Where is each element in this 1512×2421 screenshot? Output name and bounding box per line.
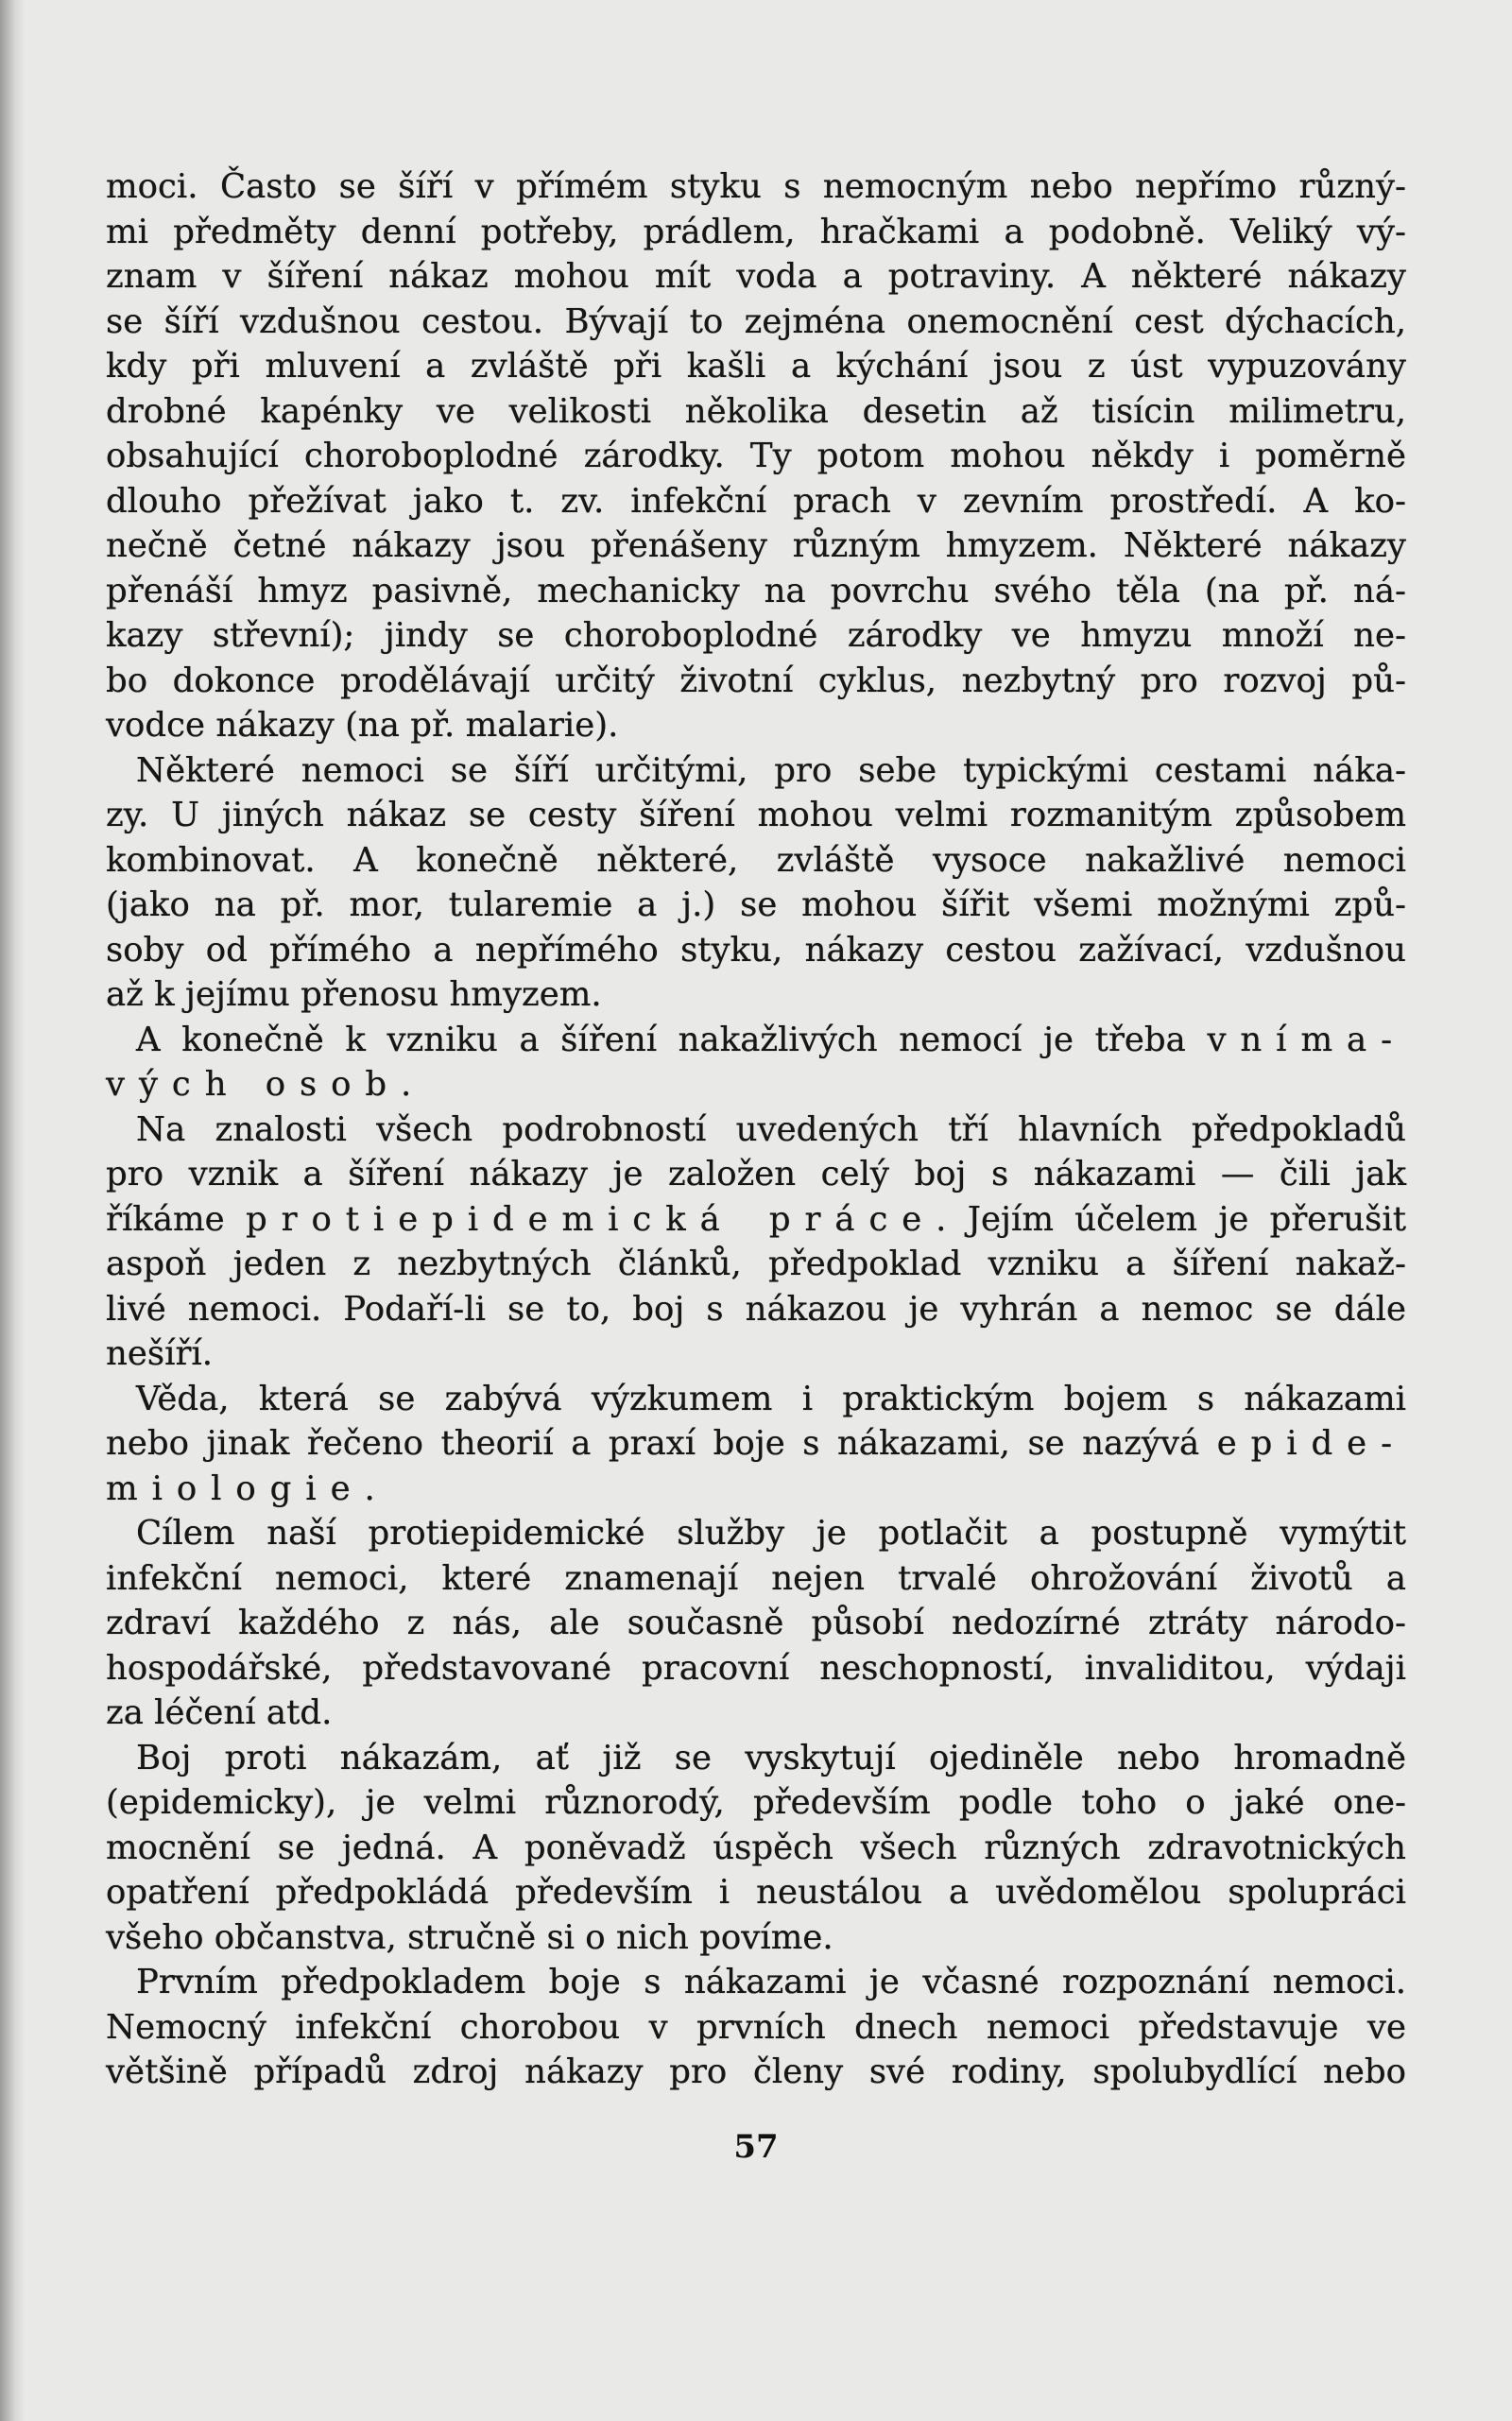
text-span: hospodářské, představované pracovní neschopností, invaliditou, výdaji — [106, 1648, 1406, 1688]
text-span: (jako na př. mor, tularemie a j.) se mohou šířit všemi možnými způ- — [106, 885, 1406, 924]
text-line — [106, 1152, 1406, 1197]
text-line — [106, 1826, 1406, 1871]
text-line — [106, 1511, 1406, 1556]
text-span: přenáší hmyz pasivně, mechanicky na povrchu svého těla (na př. ná- — [106, 571, 1406, 610]
text-span: bo dokonce prodělávají určitý životní cyklus, nezbytný pro rozvoj pů- — [106, 661, 1406, 700]
text-span: až k jejímu přenosu hmyzem. — [106, 975, 602, 1014]
text-line — [106, 972, 1406, 1018]
text-line — [106, 344, 1406, 389]
text-line — [106, 928, 1406, 973]
text-span: A konečně k vzniku a šíření nakažlivých nemocí je třeba — [136, 1020, 1208, 1059]
text-line — [106, 793, 1406, 838]
text-span: moci. Často se šíří v přímém styku s nemocným nebo nepřímo různý- — [106, 167, 1406, 206]
text-span: soby od přímého a nepřímého styku, nákazy cestou zažívací, vzdušnou — [106, 930, 1406, 970]
emphasized-text: vých osob — [106, 1065, 402, 1104]
text-span: Věda, která se zabývá výzkumem i praktickým bojem s nákazami — [136, 1379, 1406, 1418]
text-line — [106, 1018, 1406, 1063]
text-span: drobné kapénky ve velikosti několika desetin až tisícin milimetru, — [106, 391, 1406, 431]
text-line — [106, 1780, 1406, 1826]
text-line — [106, 1646, 1406, 1691]
text-span: aspoň jeden z nezbytných článků, předpoklad vzniku a šíření nakaž- — [106, 1245, 1406, 1283]
text-span: . Jejím účelem je přerušit — [936, 1199, 1406, 1239]
page-number: 57 — [733, 2128, 779, 2166]
text-line — [106, 883, 1406, 928]
text-line — [106, 1377, 1406, 1422]
text-line — [106, 2005, 1406, 2051]
text-span: znam v šíření nákaz mohou mít voda a potraviny. A některé nákazy — [106, 257, 1406, 296]
text-span: obsahující choroboplodné zárodky. Ty potom mohou někdy i poměrně — [106, 437, 1406, 475]
page-binding-shadow — [0, 0, 25, 2421]
text-line — [106, 1601, 1406, 1646]
text-line — [106, 1691, 1406, 1736]
text-line — [106, 569, 1406, 614]
text-line — [106, 1107, 1406, 1153]
text-span: Na znalosti všech podrobností uvedených tří hlavních předpokladů — [136, 1109, 1406, 1149]
emphasized-text: epide- — [1216, 1424, 1406, 1463]
text-line — [106, 1242, 1406, 1287]
text-span: všeho občanstva, stručně si o nich povíme. — [106, 1917, 833, 1957]
text-span: Boj proti nákazám, ať již se vyskytují ojediněle nebo hromadně — [136, 1738, 1406, 1777]
text-line — [106, 1736, 1406, 1781]
text-span: infekční nemoci, které znamenají nejen trvalé ohrožování životů a — [106, 1558, 1406, 1598]
text-span: . — [364, 1468, 375, 1508]
text-span: mocnění se jedná. A poněvadž úspěch všech různých zdravotnických — [106, 1828, 1406, 1867]
text-line — [106, 2050, 1406, 2095]
text-line — [106, 524, 1406, 569]
text-span: mi předměty denní potřeby, prádlem, hračkami a podobně. Veliký vý- — [106, 212, 1406, 251]
text-line — [106, 389, 1406, 435]
text-line — [106, 1556, 1406, 1602]
text-span: pro vznik a šíření nákazy je založen celý boj s nákazami — čili jak — [106, 1155, 1406, 1193]
text-line — [106, 210, 1406, 255]
text-span: opatření předpokládá především i neustálou a uvědomělou spolupráci — [106, 1873, 1406, 1912]
text-span: . — [401, 1065, 412, 1104]
text-line — [106, 1331, 1406, 1377]
text-line — [106, 1062, 1406, 1107]
text-line — [106, 703, 1406, 748]
text-line — [106, 748, 1406, 794]
text-span: kazy střevní); jindy se choroboplodné zárodky ve hmyzu množí ne- — [106, 616, 1406, 655]
text-span: livé nemoci. Podaří-li se to, boj s nákazou je vyhrán a nemoc se dále — [106, 1289, 1406, 1329]
text-line — [106, 838, 1406, 884]
text-span: nebo jinak řečeno theorií a praxí boje s nákazami, se nazývá — [106, 1424, 1217, 1463]
text-span: za léčení atd. — [106, 1693, 333, 1732]
text-line — [106, 1197, 1406, 1243]
text-line — [106, 613, 1406, 659]
body-text — [106, 164, 1406, 2095]
text-span: dlouho přežívat jako t. zv. infekční prach v zevním prostředí. A ko- — [106, 481, 1406, 521]
text-line — [106, 1287, 1406, 1332]
text-span: (epidemicky), je velmi různorodý, především podle toho o jaké one- — [106, 1783, 1406, 1822]
text-span: kdy při mluvení a zvláště při kašli a kýchání jsou z úst vypuzovány — [106, 347, 1406, 386]
text-line — [106, 164, 1406, 210]
text-span: většině případů zdroj nákazy pro členy své rodiny, spolubydlící nebo — [106, 2052, 1406, 2091]
text-span: nešíří. — [106, 1334, 214, 1373]
text-span: kombinovat. A konečně některé, zvláště vysoce nakažlivé nemoci — [106, 840, 1406, 880]
text-line — [106, 479, 1406, 524]
text-line — [106, 1421, 1406, 1467]
text-line — [106, 254, 1406, 300]
text-line — [106, 434, 1406, 479]
text-span: zdraví každého z nás, ale současně působí nedozírné ztráty národo- — [106, 1604, 1406, 1642]
text-span: vodce nákazy (na př. malarie). — [106, 706, 619, 745]
text-line — [106, 1870, 1406, 1915]
text-line — [106, 1915, 1406, 1961]
emphasized-text: vníma- — [1207, 1020, 1406, 1059]
text-span: nečně četné nákazy jsou přenášeny různým hmyzem. Některé nákazy — [106, 526, 1406, 565]
text-line — [106, 1960, 1406, 2005]
text-line — [106, 659, 1406, 704]
text-span: Nemocný infekční chorobou v prvních dnech nemoci představuje ve — [106, 2007, 1406, 2047]
text-span: říkáme — [106, 1199, 246, 1239]
text-line — [106, 300, 1406, 345]
emphasized-text: miologie — [106, 1468, 365, 1508]
text-span: zy. U jiných nákaz se cesty šíření mohou velmi rozmanitým způsobem — [106, 796, 1406, 834]
emphasized-text: protiepidemická práce — [245, 1199, 936, 1239]
text-span: se šíří vzdušnou cestou. Bývají to zejména onemocnění cest dýchacích, — [106, 301, 1406, 341]
text-span: Prvním předpokladem boje s nákazami je včasné rozpoznání nemoci. — [136, 1963, 1406, 2001]
text-span: Některé nemoci se šíří určitými, pro sebe typickými cestami náka- — [136, 750, 1406, 790]
text-line — [106, 1467, 1406, 1512]
text-span: Cílem naší protiepidemické služby je potlačit a postupně vymýtit — [136, 1514, 1406, 1553]
